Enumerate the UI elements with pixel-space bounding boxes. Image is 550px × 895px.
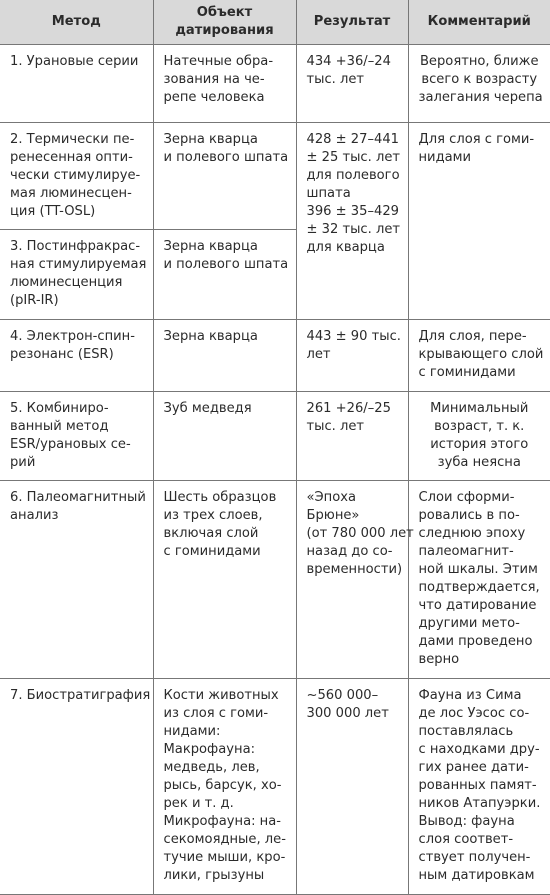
cell-text-line: ствует получен- bbox=[418, 850, 531, 865]
cell-text-line: рек и т. д. bbox=[163, 796, 234, 811]
cell-text-line: Вывод: фауна bbox=[418, 814, 515, 829]
cell-text-line: анализ bbox=[10, 508, 59, 523]
cell-text-line: Минимальный bbox=[430, 401, 529, 416]
cell-text-line: ± 25 тыс. лет bbox=[306, 150, 400, 165]
cell-text-line: что датирование bbox=[418, 598, 537, 613]
cell-text-line: 300 000 лет bbox=[306, 706, 389, 721]
table-row bbox=[0, 481, 550, 679]
cell-text-line: всего к возрасту bbox=[421, 72, 538, 87]
object-cell bbox=[153, 230, 296, 320]
cell-text-line: тыс. лет bbox=[306, 419, 365, 434]
cell-text-line: ровались в по- bbox=[418, 508, 520, 523]
cell-text-line: 396 ± 35–429 bbox=[306, 204, 399, 219]
cell-text-line: Для слоя, пере- bbox=[418, 329, 527, 344]
cell-text-line: де лос Уэсос со- bbox=[418, 706, 530, 721]
cell-text-line: (от 780 000 лет bbox=[306, 526, 414, 541]
cell-text-line: с гоминидами bbox=[163, 544, 261, 559]
comment-cell bbox=[408, 481, 550, 679]
cell-text-line: 4. Электрон-спин- bbox=[10, 329, 135, 344]
cell-text-line: ренесенная опти- bbox=[10, 150, 133, 165]
cell-text-line: 443 ± 90 тыс. bbox=[306, 329, 401, 344]
cell-text-line: дами проведено bbox=[418, 634, 533, 649]
cell-text-line: рысь, барсук, хо- bbox=[163, 778, 282, 793]
cell-text-line: слоя соответ- bbox=[418, 832, 514, 847]
cell-text-line: ~560 000– bbox=[306, 688, 379, 703]
cell-text-line: медведь, лев, bbox=[163, 760, 260, 775]
cell-text-line: Слои сформи- bbox=[418, 490, 515, 505]
cell-text-line: лики, грызуны bbox=[163, 868, 265, 883]
cell-text-line: тыс. лет bbox=[306, 72, 365, 87]
cell-text-line: 7. Биостратиграфия bbox=[10, 688, 151, 703]
cell-text-line: чески стимулируе- bbox=[10, 168, 141, 183]
cell-text-line: ванный метод bbox=[10, 419, 109, 434]
cell-text-line: ным датировкам bbox=[418, 868, 535, 883]
cell-text-line: «Эпоха bbox=[306, 490, 356, 505]
cell-text-line: 428 ± 27–441 bbox=[306, 132, 399, 147]
cell-text-line: Зерна кварца bbox=[163, 239, 258, 254]
comment-cell bbox=[408, 45, 550, 123]
cell-text-line: с гоминидами bbox=[418, 365, 516, 380]
object-cell bbox=[153, 679, 296, 895]
cell-text-line: залегания черепа bbox=[418, 90, 543, 105]
object-cell bbox=[153, 481, 296, 679]
cell-text-line: люминесценция bbox=[10, 275, 123, 290]
cell-text-line: репе человека bbox=[163, 90, 265, 105]
cell-text-line: из трех слоев, bbox=[163, 508, 263, 523]
comment-cell bbox=[408, 392, 550, 481]
comment-cell bbox=[408, 679, 550, 895]
result-cell bbox=[296, 123, 408, 320]
method-cell bbox=[0, 45, 153, 123]
cell-text-line: нидами: bbox=[163, 724, 221, 739]
method-cell bbox=[0, 392, 153, 481]
cell-text-line: 6. Палеомагнитный bbox=[10, 490, 146, 505]
cell-text-line: зования на че- bbox=[163, 72, 265, 87]
cell-text-line: ников Атапуэрки. bbox=[418, 796, 541, 811]
cell-text-line: ция (TT-OSL) bbox=[10, 204, 96, 219]
cell-text-line: другими мето- bbox=[418, 616, 520, 631]
cell-text-line: рий bbox=[10, 455, 36, 470]
cell-text-line: резонанс (ESR) bbox=[10, 347, 114, 362]
result-cell bbox=[296, 481, 414, 679]
cell-text-line: из слоя с гоми- bbox=[163, 706, 269, 721]
cell-text-line: Зерна кварца bbox=[163, 329, 258, 344]
cell-text-line: ESR/урановых се- bbox=[10, 437, 131, 452]
object-cell bbox=[153, 123, 296, 230]
cell-text-line: с находками дру- bbox=[418, 742, 540, 757]
cell-text-line: Натечные обра- bbox=[163, 54, 274, 69]
cell-text-line: Кости животных bbox=[163, 688, 279, 703]
cell-text-line: подтверждается, bbox=[418, 580, 540, 595]
cell-text-line: 3. Постинфракрас- bbox=[10, 239, 141, 254]
method-cell bbox=[0, 230, 153, 320]
cell-text-line: для полевого bbox=[306, 168, 400, 183]
cell-text-line: шпата bbox=[306, 186, 351, 201]
cell-text-line: лет bbox=[306, 347, 331, 362]
cell-text-line: 1. Урановые серии bbox=[10, 54, 139, 69]
cell-text-line: Для слоя с гоми- bbox=[418, 132, 535, 147]
cell-text-line: и полевого шпата bbox=[163, 150, 289, 165]
cell-text-line: 434 +36/–24 bbox=[306, 54, 391, 69]
table-row bbox=[0, 392, 550, 481]
cell-text-line: включая слой bbox=[163, 526, 259, 541]
table-row bbox=[0, 320, 550, 392]
cell-text-line: Брюне» bbox=[306, 508, 360, 523]
cell-text-line: возраст, т. к. bbox=[434, 419, 525, 434]
table-row bbox=[0, 123, 550, 230]
cell-text-line: верно bbox=[418, 652, 460, 667]
cell-text-line: для кварца bbox=[306, 240, 385, 255]
table-row bbox=[0, 45, 550, 123]
comment-cell bbox=[408, 320, 550, 392]
cell-text-line: зуба неясна bbox=[437, 455, 521, 470]
cell-text-line: Микрофауна: на- bbox=[163, 814, 281, 829]
cell-text-line: 261 +26/–25 bbox=[306, 401, 391, 416]
cell-text-line: временности) bbox=[306, 562, 403, 577]
cell-text-line: крывающего слой bbox=[418, 347, 544, 362]
cell-text-line: Шесть образцов bbox=[163, 490, 277, 505]
method-cell bbox=[0, 123, 153, 230]
header-method: Метод bbox=[0, 0, 153, 45]
cell-text-line: Вероятно, ближе bbox=[419, 54, 539, 69]
object-cell bbox=[153, 45, 296, 123]
result-cell bbox=[296, 679, 408, 895]
table-row bbox=[0, 679, 550, 895]
result-cell bbox=[296, 45, 408, 123]
cell-text-line: нидами bbox=[418, 150, 472, 165]
cell-text-line: (pIR-IR) bbox=[10, 293, 59, 308]
cell-text-line: ной шкалы. Этим bbox=[418, 562, 538, 577]
cell-text-line: и полевого шпата bbox=[163, 257, 289, 272]
method-cell bbox=[0, 320, 153, 392]
cell-text-line: гих ранее дати- bbox=[418, 760, 529, 775]
cell-text-line: палеомагнит- bbox=[418, 544, 514, 559]
cell-text-line: 2. Термически пе- bbox=[10, 132, 135, 147]
cell-text-line: Зуб медведя bbox=[163, 401, 252, 416]
result-cell bbox=[296, 392, 408, 481]
object-cell bbox=[153, 320, 296, 392]
cell-text-line: ± 32 тыс. лет bbox=[306, 222, 400, 237]
cell-text-line: секомоядные, ле- bbox=[163, 832, 286, 847]
cell-text-line: 5. Комбиниро- bbox=[10, 401, 109, 416]
cell-text-line: поставлялась bbox=[418, 724, 514, 739]
cell-text-line: тучие мыши, кро- bbox=[163, 850, 286, 865]
cell-text-line: назад до со- bbox=[306, 544, 393, 559]
cell-text-line: рованных памят- bbox=[418, 778, 537, 793]
method-cell bbox=[0, 679, 153, 895]
comment-cell bbox=[408, 123, 550, 320]
cell-text-line: Фауна из Сима bbox=[418, 688, 522, 703]
cell-text-line: Зерна кварца bbox=[163, 132, 258, 147]
result-cell bbox=[296, 320, 408, 392]
cell-text-line: Макрофауна: bbox=[163, 742, 256, 757]
cell-text-line: история этого bbox=[430, 437, 529, 452]
table-header-row bbox=[0, 0, 550, 45]
object-cell bbox=[153, 392, 296, 481]
method-cell bbox=[0, 481, 153, 679]
cell-text-line: мая люминесцен- bbox=[10, 186, 132, 201]
header-comment: Комментарий bbox=[408, 0, 550, 45]
cell-text-line: ная стимулируемая bbox=[10, 257, 147, 272]
cell-text-line: следнюю эпоху bbox=[418, 526, 526, 541]
header-result: Результат bbox=[296, 0, 408, 45]
header-object: Объект датирования bbox=[153, 0, 296, 45]
